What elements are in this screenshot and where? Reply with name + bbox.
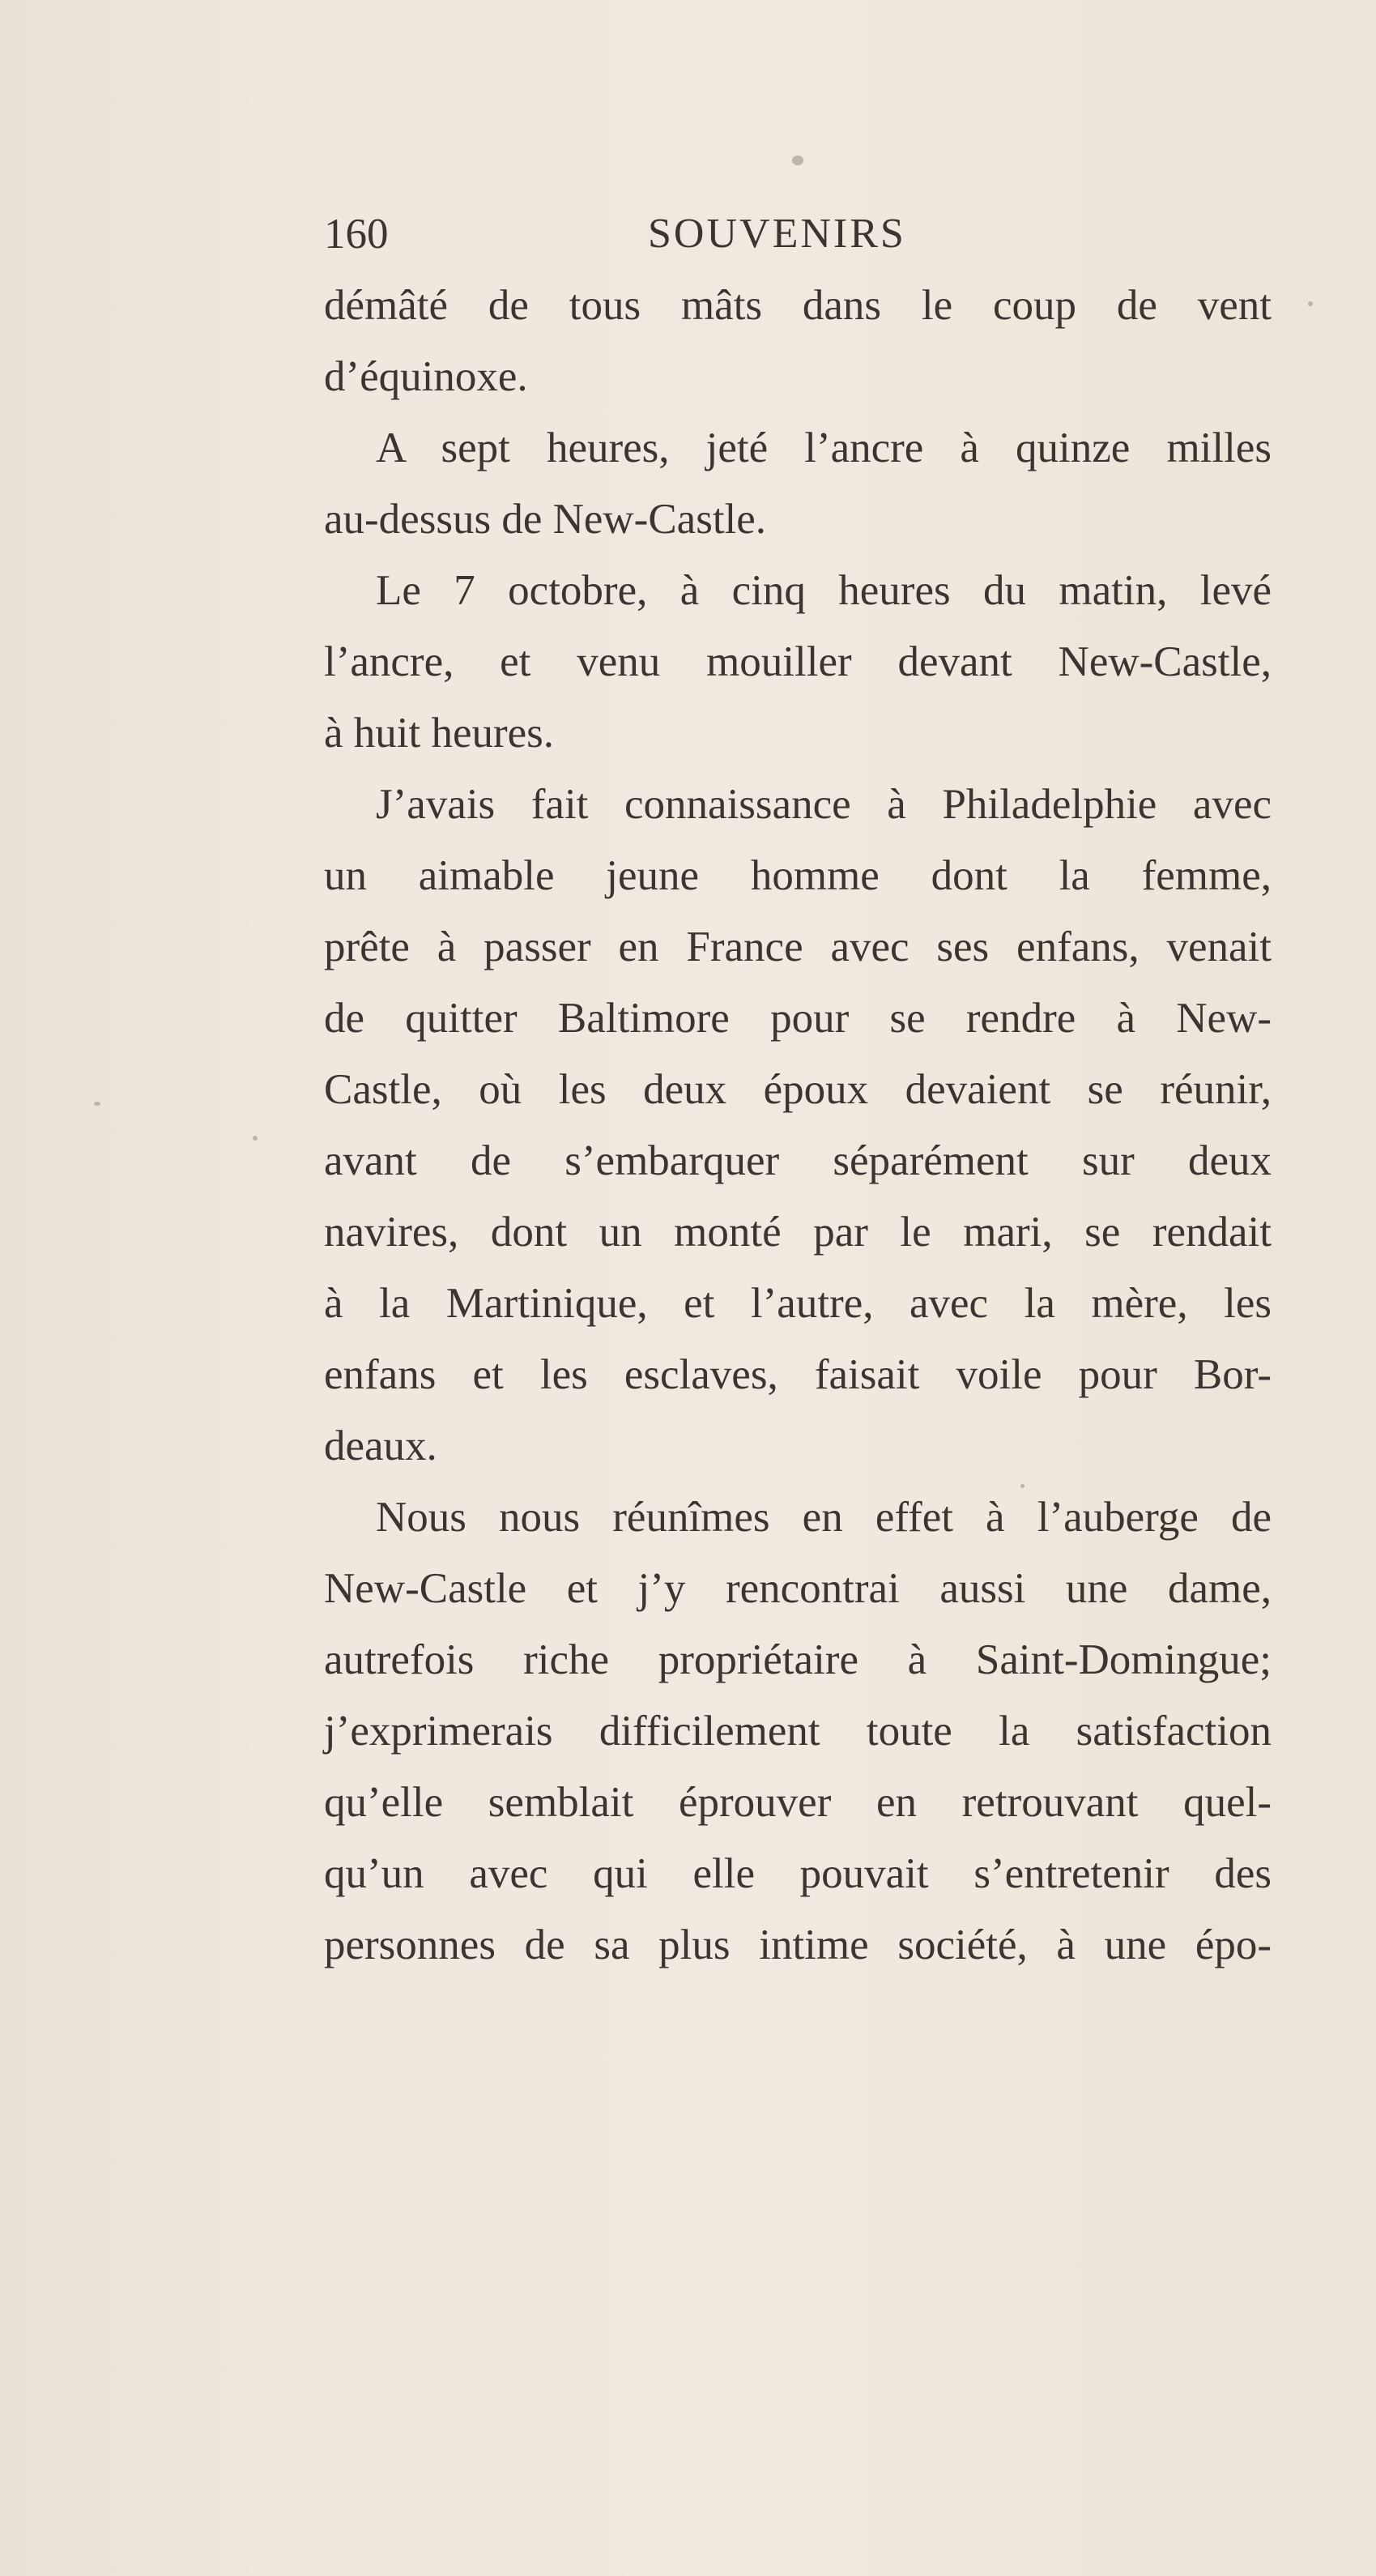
text-line: autrefois riche propriétaire à Saint-Domingue; [324,1636,1272,1683]
text-line: de quitter Baltimore pour se rendre à New- [324,995,1272,1042]
text-line: j’exprimerais difficilement toute la satisfaction [324,1708,1272,1755]
text-line: l’ancre, et venu mouiller devant New-Castle, [324,638,1272,685]
text-line: d’équinoxe. [324,353,528,400]
text-line: à la Martinique, et l’autre, avec la mère, les [324,1280,1272,1327]
text-line: J’avais fait connaissance à Philadelphie avec [376,781,1272,828]
running-title: SOUVENIRS [648,211,906,257]
text-line: Nous nous réunîmes en effet à l’auberge de [376,1494,1272,1541]
paper-speck [94,1102,100,1106]
text-line: un aimable jeune homme dont la femme, [324,852,1272,899]
paper-speck [1308,301,1313,306]
running-head [324,198,1272,270]
text-line: démâté de tous mâts dans le coup de vent [324,282,1272,329]
paper-speck [792,156,803,165]
text-line: personnes de sa plus intime société, à une épo- [324,1921,1272,1968]
text-line: New-Castle et j’y rencontrai aussi une dame, [324,1565,1272,1612]
text-line: A sept heures, jeté l’ancre à quinze milles [376,424,1272,471]
text-line: navires, dont un monté par le mari, se rendait [324,1209,1272,1256]
text-line: Castle, où les deux époux devaient se réunir, [324,1066,1272,1113]
page-number: 160 [324,211,389,258]
paper-speck [253,1136,258,1141]
text-line: Le 7 octobre, à cinq heures du matin, levé [376,567,1272,614]
text-line: qu’un avec qui elle pouvait s’entretenir des [324,1850,1272,1897]
text-line: au-dessus de New-Castle. [324,496,767,543]
text-line: enfans et les esclaves, faisait voile pour Bor- [324,1351,1272,1398]
text-line: qu’elle semblait éprouver en retrouvant quel- [324,1779,1272,1826]
page-text [324,198,1272,1981]
text-line: prête à passer en France avec ses enfans, venait [324,923,1272,970]
text-line: deaux. [324,1422,437,1469]
text-line: avant de s’embarquer séparément sur deux [324,1137,1272,1184]
text-line: à huit heures. [324,710,555,757]
